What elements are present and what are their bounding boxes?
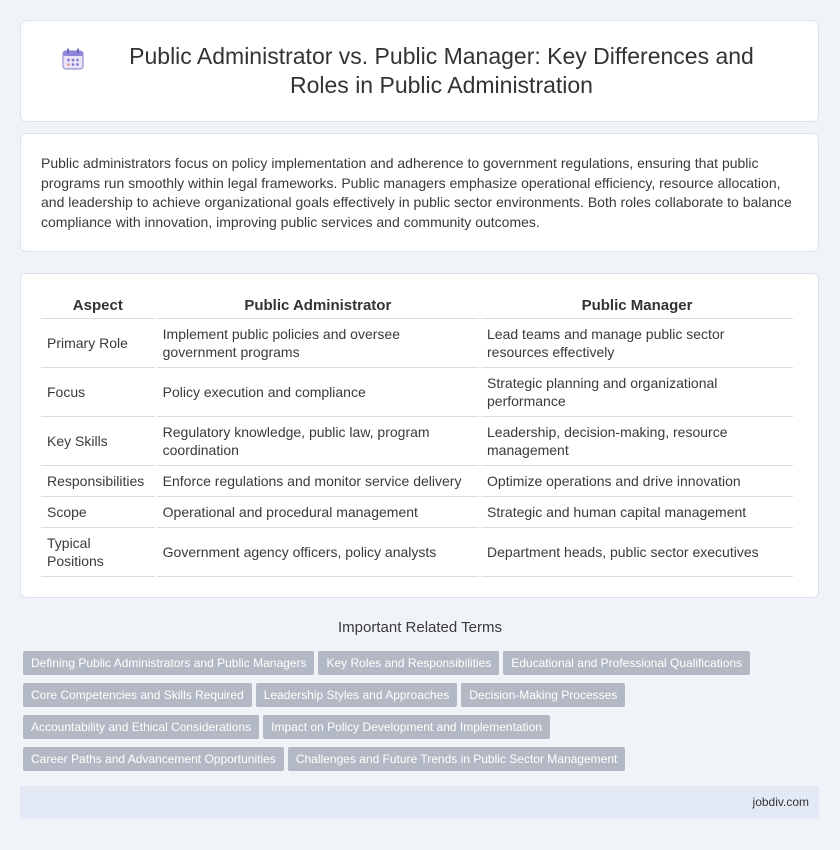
table-row [41, 528, 793, 577]
table-row [41, 466, 793, 497]
related-term-tag[interactable]: Educational and Professional Qualifications [503, 651, 750, 675]
related-term-tag[interactable]: Challenges and Future Trends in Public Sector Management [288, 747, 626, 771]
table-row [41, 319, 793, 368]
related-term-tag[interactable]: Defining Public Administrators and Public Managers [23, 651, 314, 675]
footer [20, 786, 819, 819]
related-term-tag[interactable]: Core Competencies and Skills Required [23, 683, 252, 707]
table-cell-administrator: Regulatory knowledge, public law, program coordination [157, 417, 479, 466]
table-cell-administrator: Policy execution and compliance [157, 368, 479, 417]
footer-site-link[interactable]: jobdiv.com [752, 795, 809, 809]
table-header-row [41, 292, 793, 319]
table-cell-manager: Strategic and human capital management [481, 497, 793, 528]
table-cell-aspect: Key Skills [41, 417, 155, 466]
table-cell-manager: Strategic planning and organizational performance [481, 368, 793, 417]
calendar-icon [60, 46, 86, 72]
page-title: Public Administrator vs. Public Manager: Key Differences and Roles in Public Administration [129, 43, 754, 98]
related-term-tag[interactable]: Decision-Making Processes [461, 683, 625, 707]
related-terms-list [23, 651, 813, 779]
intro-paragraph: Public administrators focus on policy implementation and adherence to government regulations, ensuring that public programs run smoothly within legal frameworks. Public managers emphasize operational efficiency, resource allocation, and leadership to achieve organizational goals effectively in public sector environments. Both roles collaborate to balance compliance with innovation, improving public services and community outcomes. [41, 155, 792, 230]
related-term-tag[interactable]: Leadership Styles and Approaches [256, 683, 457, 707]
table-cell-aspect: Focus [41, 368, 155, 417]
related-term-tag[interactable]: Key Roles and Responsibilities [318, 651, 499, 675]
table-cell-administrator: Implement public policies and oversee government programs [157, 319, 479, 368]
comparison-card [20, 273, 819, 598]
table-cell-manager: Leadership, decision-making, resource management [481, 417, 793, 466]
comparison-table [39, 292, 795, 577]
table-cell-aspect: Responsibilities [41, 466, 155, 497]
title-card [20, 20, 819, 122]
related-terms-title: Important Related Terms [338, 619, 502, 636]
table-cell-administrator: Operational and procedural management [157, 497, 479, 528]
table-cell-manager: Optimize operations and drive innovation [481, 466, 793, 497]
related-term-tag[interactable]: Impact on Policy Development and Implementation [263, 715, 550, 739]
intro-card [20, 133, 819, 252]
table-row [41, 497, 793, 528]
table-cell-manager: Department heads, public sector executives [481, 528, 793, 577]
table-cell-aspect: Typical Positions [41, 528, 155, 577]
table-row [41, 368, 793, 417]
table-cell-administrator: Government agency officers, policy analysts [157, 528, 479, 577]
header-aspect: Aspect [41, 292, 155, 319]
related-term-tag[interactable]: Accountability and Ethical Considerations [23, 715, 259, 739]
header-public-manager: Public Manager [481, 292, 793, 319]
header-public-administrator: Public Administrator [157, 292, 479, 319]
table-cell-aspect: Primary Role [41, 319, 155, 368]
table-cell-administrator: Enforce regulations and monitor service delivery [157, 466, 479, 497]
related-term-tag[interactable]: Career Paths and Advancement Opportunities [23, 747, 284, 771]
table-row [41, 417, 793, 466]
table-cell-manager: Lead teams and manage public sector resources effectively [481, 319, 793, 368]
table-cell-aspect: Scope [41, 497, 155, 528]
